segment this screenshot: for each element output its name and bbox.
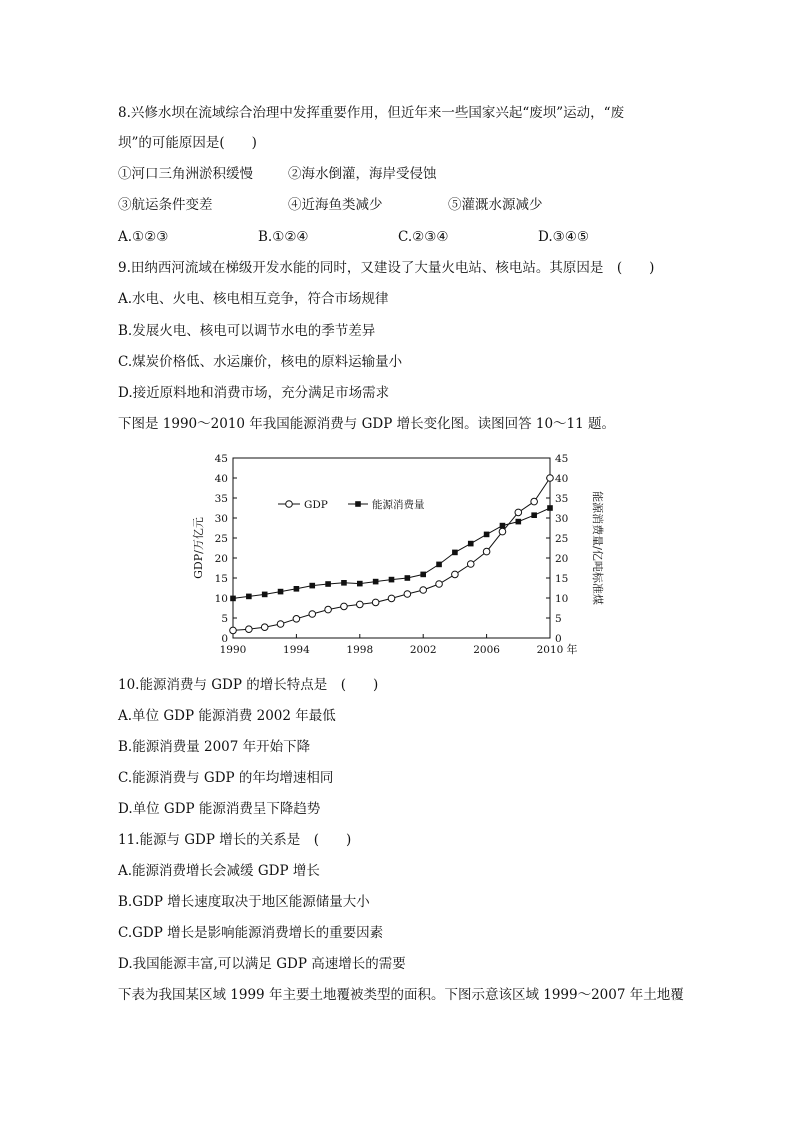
gdp-point <box>420 587 427 594</box>
x-tick-label: 2006 <box>473 644 500 656</box>
y-right-tick-label: 45 <box>555 453 569 465</box>
y-left-tick-label: 15 <box>214 573 228 585</box>
gdp-point <box>452 571 459 578</box>
y-right-axis-label: 能源消费量/亿吨标准煤 <box>591 491 604 605</box>
y-left-tick-label: 0 <box>221 633 228 645</box>
q8-item-4: ④近海鱼类减少 <box>288 197 383 213</box>
x-tick-label: 1990 <box>219 644 247 656</box>
energy-point <box>246 594 252 600</box>
y-left-tick-label: 20 <box>214 553 228 565</box>
q8-item-3: ③航运条件变差 <box>118 197 213 213</box>
energy-point <box>309 583 315 589</box>
y-left-tick-label: 25 <box>214 533 228 545</box>
y-right-tick-label: 25 <box>555 533 569 545</box>
x-tick-label: 2002 <box>409 644 437 656</box>
x-tick-label: 2010 <box>536 644 564 656</box>
energy-point <box>294 586 300 592</box>
gdp-point <box>499 528 506 535</box>
gdp-point <box>531 498 538 505</box>
energy-point <box>230 596 236 602</box>
energy-point <box>325 581 331 587</box>
gdp-point <box>404 591 411 598</box>
energy-point <box>436 562 442 568</box>
y-left-axis-label: GDP/万亿元 <box>192 517 205 579</box>
y-left-tick-label: 5 <box>221 613 228 625</box>
x-tick-label: 1994 <box>283 644 310 656</box>
q9-stem: 9.田纳西河流域在梯级开发水能的同时，又建设了大量火电站、核电站。其原因是 ( ) <box>118 260 655 276</box>
q8-stem-line1: 8.兴修水坝在流域综合治理中发挥重要作用，但近年来一些国家兴起“废坝”运动，“废 <box>118 105 625 121</box>
legend-energy-label: 能源消费量 <box>372 499 425 511</box>
q10-stem: 10.能源消费与 GDP 的增长特点是 ( ) <box>118 677 379 693</box>
q10-option-b[interactable]: B.能源消费量 2007 年开始下降 <box>118 739 311 755</box>
legend-gdp-label: GDP <box>304 499 328 511</box>
q8-option-b[interactable]: B.①②④ <box>258 229 309 245</box>
y-right-tick-label: 20 <box>555 553 569 565</box>
x-axis-label: 年 <box>566 643 578 656</box>
energy-point <box>468 541 474 547</box>
gdp-point <box>293 616 300 623</box>
gdp-point <box>436 581 443 588</box>
y-right-tick-label: 10 <box>555 593 569 605</box>
y-right-tick-label: 35 <box>555 493 569 505</box>
q9-option-c[interactable]: C.煤炭价格低、水运廉价，核电的原料运输量小 <box>118 354 403 370</box>
legend-energy-marker <box>355 501 361 507</box>
energy-point <box>547 505 553 511</box>
y-left-tick-label: 40 <box>214 473 228 485</box>
energy-point <box>373 579 379 585</box>
y-right-tick-label: 40 <box>555 473 569 485</box>
q11-option-a[interactable]: A.能源消费增长会减缓 GDP 增长 <box>118 863 320 879</box>
energy-point <box>341 580 347 586</box>
q11-option-b[interactable]: B.GDP 增长速度取决于地区能源储量大小 <box>118 894 370 910</box>
q8-option-d[interactable]: D.③④⑤ <box>538 229 589 245</box>
energy-point <box>500 523 506 529</box>
q11-stem: 11.能源与 GDP 增长的关系是 ( ) <box>118 832 352 848</box>
plot-frame <box>233 458 550 638</box>
gdp-point <box>230 627 237 634</box>
energy-point <box>452 550 458 556</box>
q9-option-a[interactable]: A.水电、火电、核电相互竞争，符合市场规律 <box>118 291 389 307</box>
q10-option-c[interactable]: C.能源消费与 GDP 的年均增速相同 <box>118 770 334 786</box>
gdp-point <box>309 611 316 618</box>
energy-point <box>484 532 490 538</box>
energy-point <box>389 577 395 583</box>
q8-option-a[interactable]: A.①②③ <box>118 229 169 245</box>
energy-point <box>420 572 426 578</box>
q11-option-d[interactable]: D.我国能源丰富,可以满足 GDP 高速增长的需要 <box>118 956 406 972</box>
x-tick-label: 1998 <box>346 644 374 656</box>
energy-gdp-chart <box>190 448 610 666</box>
energy-point <box>531 512 537 518</box>
gdp-point <box>325 606 332 613</box>
q9-option-b[interactable]: B.发展火电、核电可以调节水电的季节差异 <box>118 323 376 339</box>
gdp-point <box>341 603 348 610</box>
energy-point <box>516 519 522 525</box>
y-left-tick-label: 45 <box>214 453 228 465</box>
q10-option-d[interactable]: D.单位 GDP 能源消费呈下降趋势 <box>118 801 321 817</box>
y-right-tick-label: 5 <box>555 613 562 625</box>
energy-point <box>278 589 284 595</box>
gdp-point <box>515 509 522 516</box>
q8-item-1: ①河口三角洲淤积缓慢 <box>118 166 253 182</box>
y-left-tick-label: 10 <box>214 593 228 605</box>
q8-stem-line2: 坝”的可能原因是( ) <box>118 135 257 151</box>
energy-point <box>357 581 363 587</box>
q8-item-2: ②海水倒灌，海岸受侵蚀 <box>288 166 437 182</box>
q11-option-c[interactable]: C.GDP 增长是影响能源消费增长的重要因素 <box>118 925 384 941</box>
gdp-point <box>277 621 284 628</box>
series-line-energy <box>233 508 550 598</box>
energy-point <box>262 592 268 598</box>
gdp-point <box>357 601 364 608</box>
y-right-tick-label: 15 <box>555 573 569 585</box>
q10-option-a[interactable]: A.单位 GDP 能源消费 2002 年最低 <box>118 708 336 724</box>
q9-option-d[interactable]: D.接近原料地和消费市场，充分满足市场需求 <box>118 385 390 401</box>
gdp-point <box>547 475 554 482</box>
y-right-tick-label: 0 <box>555 633 562 645</box>
energy-point <box>405 575 411 581</box>
chart-intro: 下图是 1990～2010 年我国能源消费与 GDP 增长变化图。读图回答 10～11 题。 <box>118 416 616 432</box>
y-left-tick-label: 35 <box>214 493 228 505</box>
q8-item-5: ⑤灌溉水源减少 <box>448 197 543 213</box>
gdp-point <box>467 561 474 568</box>
gdp-point <box>246 626 253 633</box>
legend-gdp-marker <box>286 501 293 508</box>
gdp-point <box>388 595 395 602</box>
gdp-point <box>483 548 490 555</box>
y-left-tick-label: 30 <box>214 513 228 525</box>
q8-option-c[interactable]: C.②③④ <box>398 229 449 245</box>
y-right-tick-label: 30 <box>555 513 569 525</box>
gdp-point <box>261 624 268 631</box>
table-intro: 下表为我国某区域 1999 年主要土地覆被类型的面积。下图示意该区域 1999～2007 年土地覆 <box>118 987 684 1003</box>
gdp-point <box>372 599 379 606</box>
